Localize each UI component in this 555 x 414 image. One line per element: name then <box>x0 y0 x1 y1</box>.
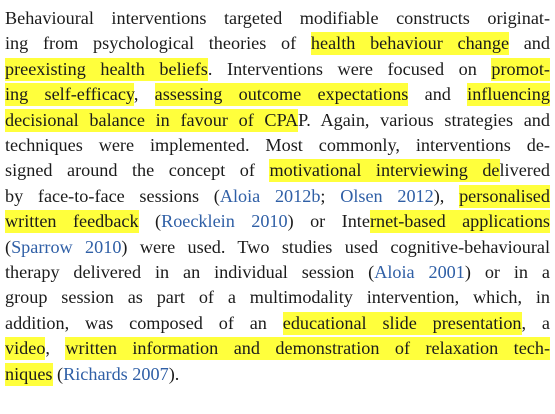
text-line <box>5 82 550 107</box>
highlighted-text: ing self-efficacy <box>5 84 134 105</box>
highlighted-text: personalised <box>459 185 550 206</box>
text-run: ( <box>5 236 12 257</box>
text-line <box>5 133 550 158</box>
text-run: P. Again, various strategies and <box>298 109 550 130</box>
citation-link[interactable]: Sparrow 2010 <box>11 236 122 257</box>
highlighted-text: preexisting health beliefs <box>5 58 208 79</box>
text-line <box>5 108 550 133</box>
highlighted-text: video <box>5 338 46 359</box>
highlighted-text: motivational interviewing de <box>269 160 500 181</box>
highlighted-text: promot- <box>491 58 550 79</box>
text-run: livered <box>499 160 550 181</box>
text-run: therapy delivered in an individual session ( <box>5 262 375 283</box>
text-run: ) or in a <box>464 262 550 283</box>
text-run: signed around the concept of <box>5 160 270 181</box>
text-run: ) were used. Two studies used cognitive-behavioural <box>121 236 550 257</box>
text-line <box>5 6 550 31</box>
text-line <box>5 311 550 336</box>
text-run: , <box>45 338 66 359</box>
text-run: . Interventions were focused on <box>207 58 492 79</box>
highlighted-text: assessing outcome expectations <box>154 84 409 105</box>
text-run: Behavioural interventions targeted modifiable constructs originat- <box>5 8 550 28</box>
text-line <box>5 57 550 82</box>
text-run: techniques were implemented. Most commonly, interventions de- <box>5 135 550 156</box>
citation-link[interactable]: Aloia 2001 <box>374 262 465 283</box>
text-run: by face-to-face sessions ( <box>5 185 220 206</box>
text-line <box>5 260 550 285</box>
text-line <box>5 336 550 361</box>
text-run: ( <box>52 363 64 384</box>
highlighted-text: written information and demonstration of relaxation tech- <box>65 338 550 359</box>
text-run: ing from psychological theories of <box>5 33 311 54</box>
citation-link[interactable]: Roecklein 2010 <box>161 211 288 232</box>
highlighted-text: written feedback <box>5 211 139 232</box>
text-line <box>5 209 550 234</box>
highlighted-text: rnet-based applications <box>369 211 550 232</box>
citation-link[interactable]: Aloia 2012b <box>219 185 321 206</box>
highlighted-text: decisional balance in favour of CPA <box>5 109 299 130</box>
citation-link[interactable]: Richards 2007 <box>63 363 169 384</box>
body-paragraph <box>5 6 550 387</box>
text-run: ; <box>320 185 341 206</box>
text-run: group session as part of a multimodality intervention, which, in <box>5 287 550 308</box>
highlighted-text: niques <box>5 363 53 384</box>
citation-link[interactable]: Olsen 2012 <box>340 185 434 206</box>
text-line <box>5 31 550 56</box>
text-line <box>5 362 550 387</box>
text-run: ( <box>138 211 162 232</box>
text-run: , <box>133 84 155 105</box>
text-run: ) or Inte <box>287 211 370 232</box>
text-run: and <box>509 33 550 54</box>
text-run: ), <box>433 185 460 206</box>
text-line <box>5 285 550 310</box>
highlighted-text: educational slide presentation <box>282 312 522 333</box>
text-line <box>5 235 550 260</box>
highlighted-text: health behaviour change <box>310 33 510 54</box>
text-run: and <box>408 84 468 105</box>
text-line <box>5 184 550 209</box>
text-line <box>5 158 550 183</box>
highlighted-text: influencing <box>467 84 550 105</box>
text-run: addition, was composed of an <box>5 312 283 333</box>
text-run: ). <box>168 363 180 384</box>
text-run: , a <box>521 312 551 333</box>
